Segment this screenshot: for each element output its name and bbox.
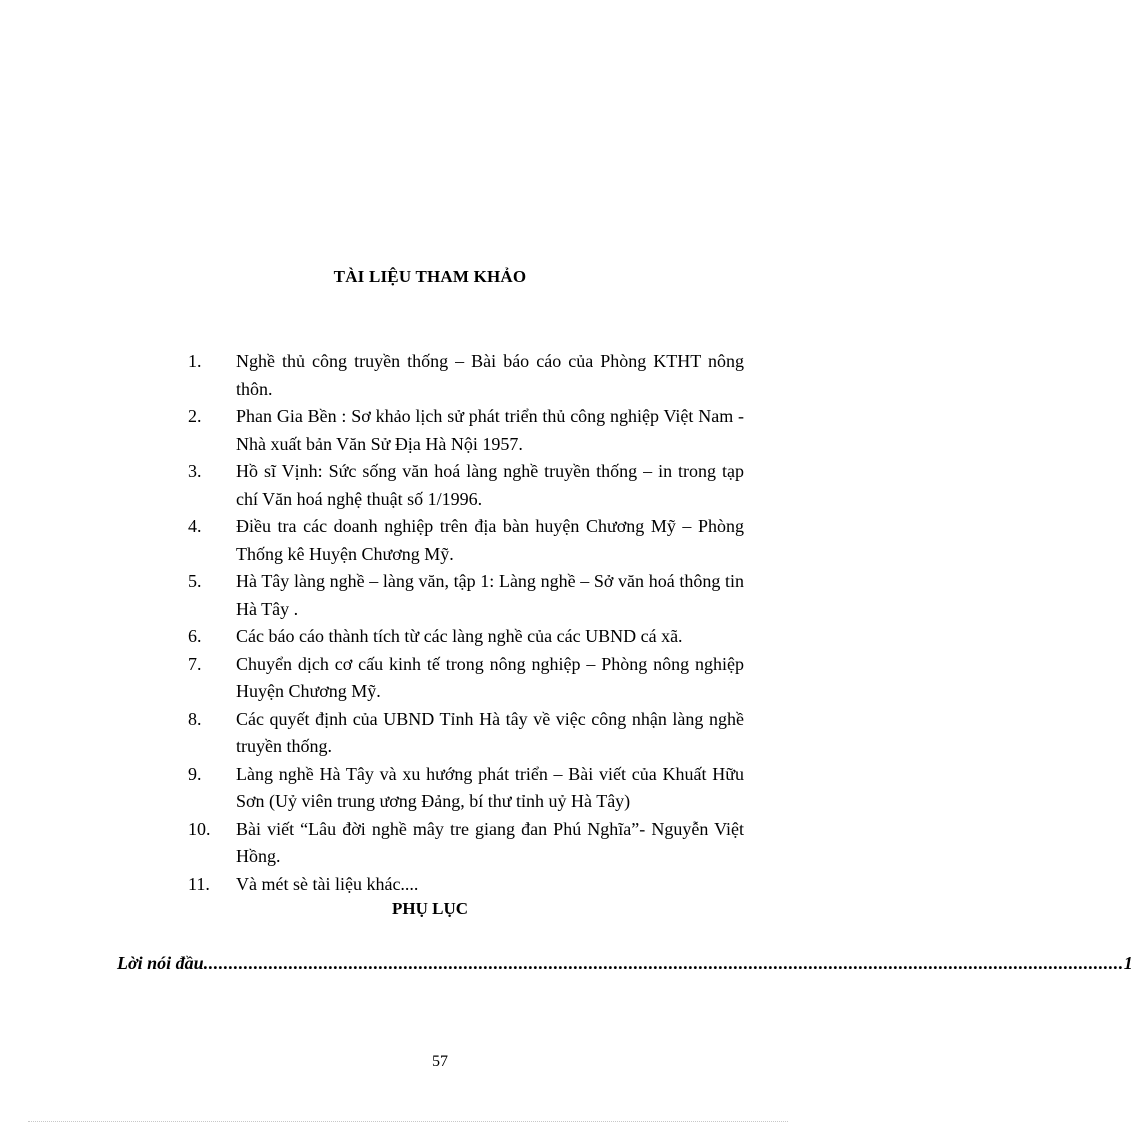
footer-divider [28,1121,788,1122]
reference-item [188,458,744,513]
reference-number: 11. [188,873,210,894]
reference-text: Phan Gia Bền : Sơ khảo lịch sử phát triển thủ công nghiệp Việt Nam - Nhà xuất bản Văn Sử Địa Hà Nội 1957. [236,406,744,454]
reference-number: 4. [188,516,202,536]
reference-item [188,348,744,403]
reference-item [188,568,744,623]
reference-number: 5. [188,571,202,591]
reference-number: 8. [188,708,202,729]
reference-text: Các quyết định của UBND Tỉnh Hà tây về việc công nhận làng nghề truyền thống. [236,708,744,756]
reference-text: Bài viết “Lâu đời nghề mây tre giang đan Phú Nghĩa”- Nguyễn Việt Hồng. [236,818,744,866]
reference-number: 9. [188,763,202,784]
reference-text: Và mét sè tài liệu khác.... [236,873,419,894]
reference-text: Điều tra các doanh nghiệp trên địa bàn huyện Chương Mỹ – Phòng Thống kê Huyện Chương Mỹ. [236,516,744,564]
toc-leader-dots: ........................................................................................................................................................................................ [203,953,1124,973]
reference-item [188,761,744,816]
reference-number: 7. [188,653,202,674]
reference-text: Hồ sĩ Vịnh: Sức sống văn hoá làng nghề truyền thống – in trong tạp chí Văn hoá nghệ thuật số 1/1996. [236,461,744,509]
toc-entry-label: Lời nói đầu [117,953,204,973]
reference-number: 6. [188,626,202,646]
reference-item [188,816,744,871]
reference-number: 1. [188,351,202,371]
page-number: 57 [432,1053,448,1070]
reference-text: Chuyển dịch cơ cấu kinh tế trong nông nghiệp – Phòng nông nghiệp Huyện Chương Mỹ. [236,653,744,701]
reference-number: 3. [188,461,202,481]
reference-text: Nghề thủ công truyền thống – Bài báo cáo của Phòng KTHT nông thôn. [236,351,744,399]
toc-entry-page: 1 [1123,953,1133,973]
reference-item [188,403,744,458]
reference-item [188,706,744,761]
appendix-title: PHỤ LỤC [391,899,469,918]
toc-entry[interactable] [117,953,1133,974]
reference-text: Các báo cáo thành tích từ các làng nghề của các UBND cá xã. [236,626,683,646]
reference-item [188,871,744,899]
reference-item [188,651,744,706]
reference-text: Làng nghề Hà Tây và xu hướng phát triển – Bài viết của Khuất Hữu Sơn (Uỷ viên trung ương Đảng, bí thư tỉnh uỷ Hà Tây) [236,763,744,811]
reference-item [188,513,744,568]
reference-number: 2. [188,406,202,426]
reference-list [188,348,744,898]
reference-text: Hà Tây làng nghề – làng văn, tập 1: Làng nghề – Sở văn hoá thông tin Hà Tây . [236,571,744,619]
reference-item [188,623,744,651]
reference-number: 10. [188,818,211,839]
references-title: TÀI LIỆU THAM KHẢO [333,267,527,286]
